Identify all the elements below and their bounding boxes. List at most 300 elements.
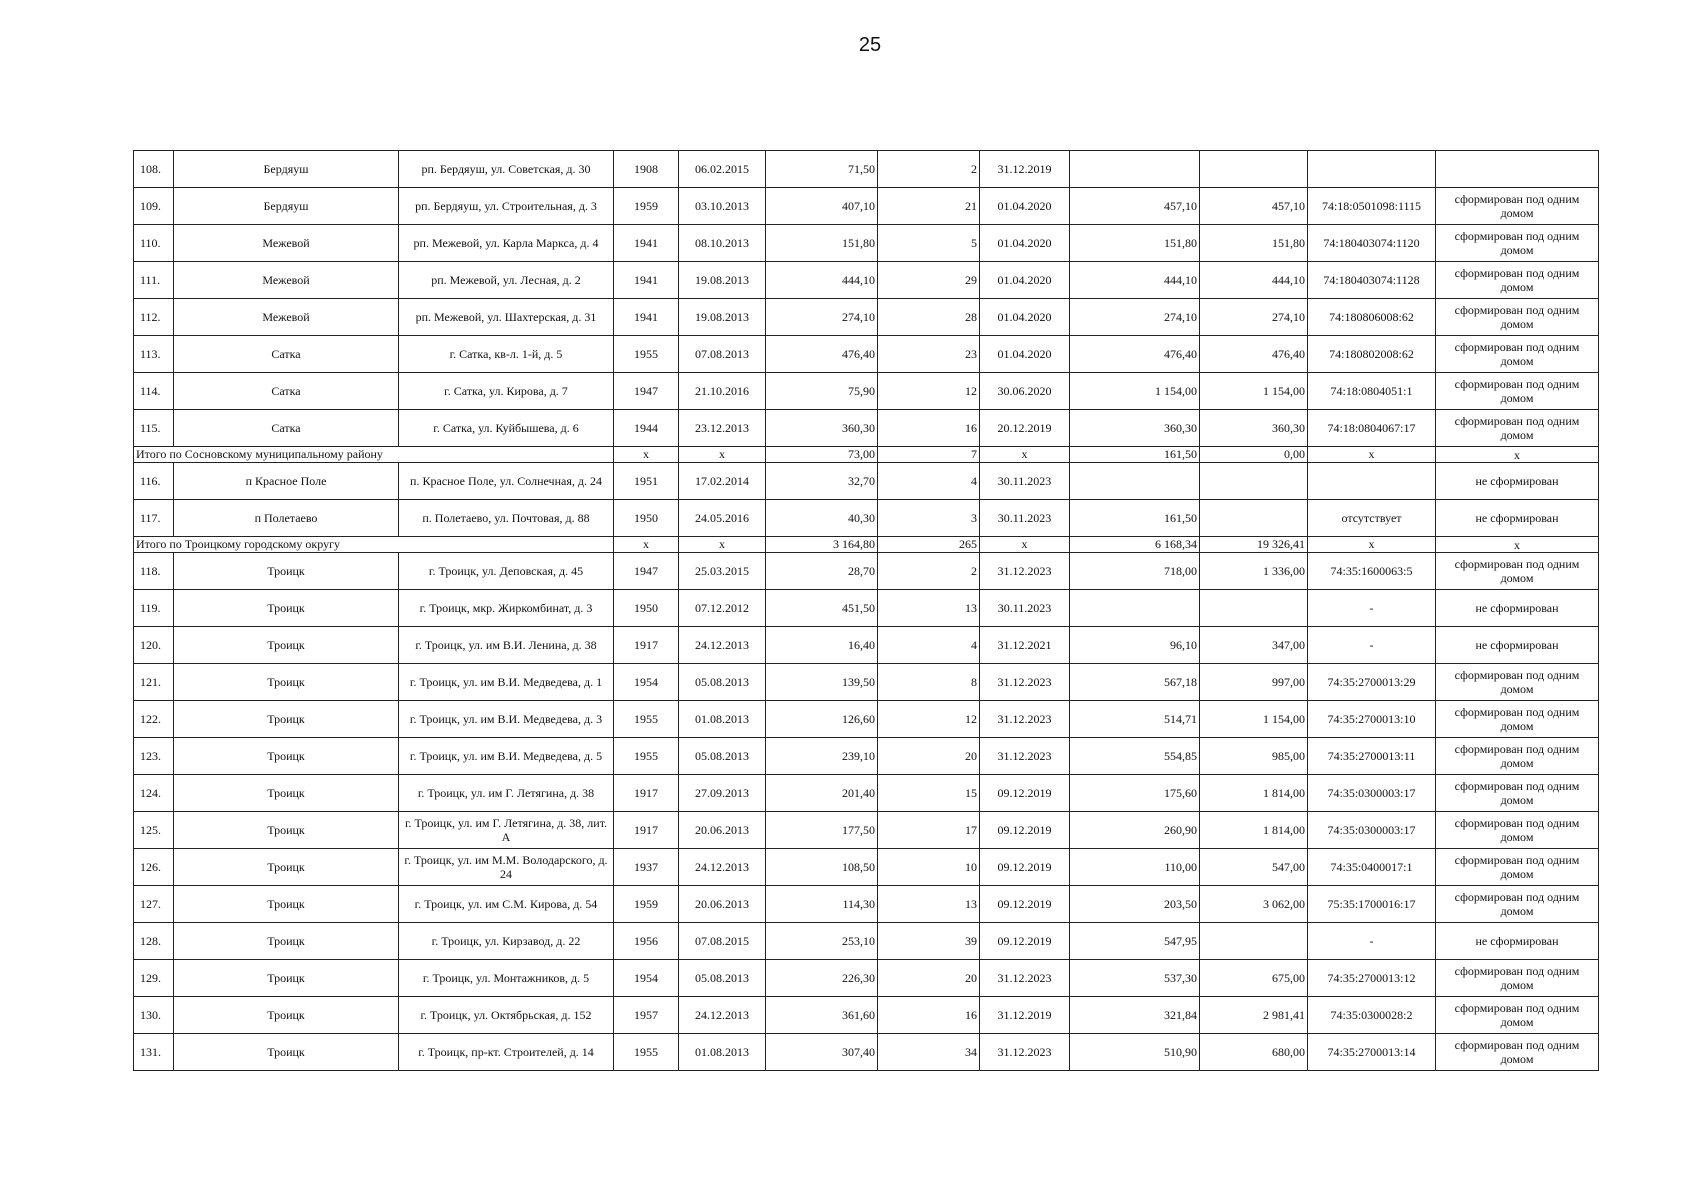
area2-cell: 203,50: [1070, 886, 1200, 923]
residents-cell: 8: [878, 664, 980, 701]
deadline-cell: 31.12.2023: [980, 664, 1070, 701]
area2-cell: 6 168,34: [1070, 537, 1200, 553]
date-cell: 07.12.2012: [679, 590, 766, 627]
deadline-cell: 31.12.2023: [980, 553, 1070, 590]
deadline-cell: 01.04.2020: [980, 188, 1070, 225]
area3-cell: 19 326,41: [1200, 537, 1308, 553]
row-number: 130.: [134, 997, 174, 1034]
settlement-cell: Межевой: [174, 299, 399, 336]
residents-cell: 15: [878, 775, 980, 812]
status-cell: не сформирован: [1436, 923, 1599, 960]
table-row: [134, 500, 1599, 537]
date-cell: 17.02.2014: [679, 463, 766, 500]
deadline-cell: 30.11.2023: [980, 590, 1070, 627]
date-cell: 01.08.2013: [679, 1034, 766, 1071]
settlement-cell: Сатка: [174, 410, 399, 447]
year-cell: 1944: [614, 410, 679, 447]
settlement-cell: Межевой: [174, 225, 399, 262]
area2-cell: 476,40: [1070, 336, 1200, 373]
row-number: 119.: [134, 590, 174, 627]
total-label: Итого по Сосновскому муниципальному району: [134, 447, 614, 463]
cadastral-cell: [1308, 463, 1436, 500]
table-row: [134, 299, 1599, 336]
area-cell: 32,70: [766, 463, 878, 500]
area-cell: 108,50: [766, 849, 878, 886]
date-cell: 24.12.2013: [679, 627, 766, 664]
area3-cell: 1 814,00: [1200, 775, 1308, 812]
area-cell: 114,30: [766, 886, 878, 923]
date-cell: 24.12.2013: [679, 997, 766, 1034]
cadastral-cell: 74:180806008:62: [1308, 299, 1436, 336]
status-cell: x: [1436, 447, 1599, 463]
table-row: [134, 849, 1599, 886]
year-cell: 1917: [614, 627, 679, 664]
settlement-cell: Межевой: [174, 262, 399, 299]
settlement-cell: Сатка: [174, 373, 399, 410]
area-cell: 139,50: [766, 664, 878, 701]
date-cell: 24.12.2013: [679, 849, 766, 886]
table-row: [134, 701, 1599, 738]
row-number: 108.: [134, 151, 174, 188]
address-cell: г. Троицк, ул. им С.М. Кирова, д. 54: [399, 886, 614, 923]
area3-cell: 997,00: [1200, 664, 1308, 701]
table-row: [134, 262, 1599, 299]
area-cell: 239,10: [766, 738, 878, 775]
area2-cell: 457,10: [1070, 188, 1200, 225]
settlement-cell: Троицк: [174, 664, 399, 701]
total-label: Итого по Троицкому городскому округу: [134, 537, 614, 553]
page-number: 25: [858, 34, 882, 56]
address-cell: г. Троицк, ул. Деповская, д. 45: [399, 553, 614, 590]
area-cell: 451,50: [766, 590, 878, 627]
settlement-cell: Троицк: [174, 590, 399, 627]
year-cell: 1941: [614, 299, 679, 336]
address-cell: г. Троицк, пр-кт. Строителей, д. 14: [399, 1034, 614, 1071]
residents-cell: 20: [878, 960, 980, 997]
area2-cell: 718,00: [1070, 553, 1200, 590]
status-cell: сформирован под одним домом: [1436, 664, 1599, 701]
area2-cell: 567,18: [1070, 664, 1200, 701]
area-cell: 226,30: [766, 960, 878, 997]
date-cell: 06.02.2015: [679, 151, 766, 188]
address-cell: г. Троицк, ул. им В.И. Медведева, д. 3: [399, 701, 614, 738]
settlement-cell: п Красное Поле: [174, 463, 399, 500]
area3-cell: [1200, 923, 1308, 960]
row-number: 122.: [134, 701, 174, 738]
area3-cell: 444,10: [1200, 262, 1308, 299]
settlement-cell: Троицк: [174, 849, 399, 886]
address-cell: г. Сатка, ул. Куйбышева, д. 6: [399, 410, 614, 447]
area2-cell: 321,84: [1070, 997, 1200, 1034]
table-row: [134, 664, 1599, 701]
residents-cell: 12: [878, 701, 980, 738]
cadastral-cell: -: [1308, 923, 1436, 960]
area2-cell: 514,71: [1070, 701, 1200, 738]
deadline-cell: 09.12.2019: [980, 849, 1070, 886]
cadastral-cell: 74:18:0804051:1: [1308, 373, 1436, 410]
area2-cell: 175,60: [1070, 775, 1200, 812]
area3-cell: 985,00: [1200, 738, 1308, 775]
year-cell: x: [614, 537, 679, 553]
area-cell: 201,40: [766, 775, 878, 812]
area-cell: 476,40: [766, 336, 878, 373]
status-cell: сформирован под одним домом: [1436, 188, 1599, 225]
area3-cell: 1 336,00: [1200, 553, 1308, 590]
status-cell: сформирован под одним домом: [1436, 812, 1599, 849]
address-cell: г. Троицк, ул. им Г. Летягина, д. 38: [399, 775, 614, 812]
row-number: 125.: [134, 812, 174, 849]
date-cell: 27.09.2013: [679, 775, 766, 812]
status-cell: x: [1436, 537, 1599, 553]
cadastral-cell: отсутствует: [1308, 500, 1436, 537]
deadline-cell: 31.12.2023: [980, 1034, 1070, 1071]
cadastral-cell: 74:180403074:1128: [1308, 262, 1436, 299]
settlement-cell: Сатка: [174, 336, 399, 373]
table-row: [134, 1034, 1599, 1071]
status-cell: сформирован под одним домом: [1436, 701, 1599, 738]
residents-cell: 29: [878, 262, 980, 299]
settlement-cell: Троицк: [174, 886, 399, 923]
residents-cell: 10: [878, 849, 980, 886]
address-cell: г. Троицк, ул. им В.И. Медведева, д. 1: [399, 664, 614, 701]
row-number: 118.: [134, 553, 174, 590]
address-cell: г. Троицк, ул. им Г. Летягина, д. 38, лит. А: [399, 812, 614, 849]
area2-cell: 96,10: [1070, 627, 1200, 664]
status-cell: сформирован под одним домом: [1436, 1034, 1599, 1071]
deadline-cell: 31.12.2021: [980, 627, 1070, 664]
table-row: [134, 886, 1599, 923]
residents-cell: 34: [878, 1034, 980, 1071]
settlement-cell: Троицк: [174, 1034, 399, 1071]
year-cell: 1951: [614, 463, 679, 500]
status-cell: не сформирован: [1436, 590, 1599, 627]
year-cell: 1941: [614, 225, 679, 262]
cadastral-cell: 74:180802008:62: [1308, 336, 1436, 373]
settlement-cell: п Полетаево: [174, 500, 399, 537]
status-cell: сформирован под одним домом: [1436, 299, 1599, 336]
area3-cell: 457,10: [1200, 188, 1308, 225]
date-cell: 01.08.2013: [679, 701, 766, 738]
settlement-cell: Троицк: [174, 553, 399, 590]
area-cell: 407,10: [766, 188, 878, 225]
table-row: [134, 336, 1599, 373]
year-cell: 1937: [614, 849, 679, 886]
area3-cell: 1 154,00: [1200, 373, 1308, 410]
settlement-cell: Бердяуш: [174, 151, 399, 188]
residents-cell: 7: [878, 447, 980, 463]
cadastral-cell: 74:35:2700013:14: [1308, 1034, 1436, 1071]
date-cell: 23.12.2013: [679, 410, 766, 447]
area-cell: 151,80: [766, 225, 878, 262]
status-cell: не сформирован: [1436, 463, 1599, 500]
area2-cell: 510,90: [1070, 1034, 1200, 1071]
area2-cell: 547,95: [1070, 923, 1200, 960]
area2-cell: 1 154,00: [1070, 373, 1200, 410]
settlement-cell: Троицк: [174, 960, 399, 997]
row-number: 114.: [134, 373, 174, 410]
table-row: [134, 960, 1599, 997]
deadline-cell: 30.11.2023: [980, 463, 1070, 500]
deadline-cell: 09.12.2019: [980, 923, 1070, 960]
address-cell: рп. Межевой, ул. Лесная, д. 2: [399, 262, 614, 299]
residents-cell: 39: [878, 923, 980, 960]
residents-cell: 28: [878, 299, 980, 336]
status-cell: [1436, 151, 1599, 188]
residents-cell: 20: [878, 738, 980, 775]
row-number: 124.: [134, 775, 174, 812]
residents-cell: 2: [878, 553, 980, 590]
deadline-cell: 31.12.2023: [980, 738, 1070, 775]
settlement-cell: Троицк: [174, 701, 399, 738]
area-cell: 126,60: [766, 701, 878, 738]
area3-cell: [1200, 151, 1308, 188]
year-cell: 1955: [614, 738, 679, 775]
deadline-cell: 09.12.2019: [980, 812, 1070, 849]
table-row: [134, 738, 1599, 775]
address-cell: г. Троицк, ул. им В.И. Медведева, д. 5: [399, 738, 614, 775]
cadastral-cell: -: [1308, 627, 1436, 664]
deadline-cell: x: [980, 447, 1070, 463]
housing-table: [133, 150, 1599, 1071]
deadline-cell: 30.11.2023: [980, 500, 1070, 537]
area-cell: 361,60: [766, 997, 878, 1034]
status-cell: сформирован под одним домом: [1436, 225, 1599, 262]
table-row: [134, 923, 1599, 960]
table-row: [134, 225, 1599, 262]
date-cell: 05.08.2013: [679, 664, 766, 701]
deadline-cell: 09.12.2019: [980, 775, 1070, 812]
cadastral-cell: 74:35:1600063:5: [1308, 553, 1436, 590]
row-number: 111.: [134, 262, 174, 299]
residents-cell: 13: [878, 590, 980, 627]
area-cell: 253,10: [766, 923, 878, 960]
settlement-cell: Троицк: [174, 775, 399, 812]
status-cell: сформирован под одним домом: [1436, 373, 1599, 410]
year-cell: 1957: [614, 997, 679, 1034]
cadastral-cell: 74:35:0300003:17: [1308, 775, 1436, 812]
deadline-cell: x: [980, 537, 1070, 553]
year-cell: 1955: [614, 1034, 679, 1071]
settlement-cell: Троицк: [174, 997, 399, 1034]
date-cell: 08.10.2013: [679, 225, 766, 262]
residents-cell: 21: [878, 188, 980, 225]
year-cell: 1956: [614, 923, 679, 960]
status-cell: сформирован под одним домом: [1436, 886, 1599, 923]
address-cell: г. Троицк, ул. Октябрьская, д. 152: [399, 997, 614, 1034]
area-cell: 177,50: [766, 812, 878, 849]
status-cell: сформирован под одним домом: [1436, 997, 1599, 1034]
address-cell: г. Троицк, ул. Монтажников, д. 5: [399, 960, 614, 997]
address-cell: рп. Бердяуш, ул. Советская, д. 30: [399, 151, 614, 188]
residents-cell: 4: [878, 463, 980, 500]
deadline-cell: 01.04.2020: [980, 225, 1070, 262]
cadastral-cell: x: [1308, 537, 1436, 553]
cadastral-cell: [1308, 151, 1436, 188]
deadline-cell: 31.12.2023: [980, 701, 1070, 738]
row-number: 112.: [134, 299, 174, 336]
table-row: [134, 151, 1599, 188]
address-cell: рп. Межевой, ул. Карла Маркса, д. 4: [399, 225, 614, 262]
settlement-cell: Троицк: [174, 627, 399, 664]
table-row: [134, 812, 1599, 849]
date-cell: 07.08.2013: [679, 336, 766, 373]
area-cell: 307,40: [766, 1034, 878, 1071]
date-cell: 07.08.2015: [679, 923, 766, 960]
status-cell: сформирован под одним домом: [1436, 262, 1599, 299]
deadline-cell: 31.12.2019: [980, 997, 1070, 1034]
date-cell: 19.08.2013: [679, 299, 766, 336]
area3-cell: [1200, 500, 1308, 537]
residents-cell: 16: [878, 997, 980, 1034]
area3-cell: 1 154,00: [1200, 701, 1308, 738]
address-cell: рп. Бердяуш, ул. Строительная, д. 3: [399, 188, 614, 225]
cadastral-cell: 74:35:2700013:11: [1308, 738, 1436, 775]
deadline-cell: 01.04.2020: [980, 262, 1070, 299]
residents-cell: 265: [878, 537, 980, 553]
area-cell: 3 164,80: [766, 537, 878, 553]
date-cell: 20.06.2013: [679, 812, 766, 849]
row-number: 115.: [134, 410, 174, 447]
address-cell: г. Троицк, мкр. Жиркомбинат, д. 3: [399, 590, 614, 627]
date-cell: 20.06.2013: [679, 886, 766, 923]
residents-cell: 23: [878, 336, 980, 373]
area3-cell: 675,00: [1200, 960, 1308, 997]
table-row: [134, 553, 1599, 590]
address-cell: п. Красное Поле, ул. Солнечная, д. 24: [399, 463, 614, 500]
area2-cell: [1070, 463, 1200, 500]
date-cell: 19.08.2013: [679, 262, 766, 299]
year-cell: 1950: [614, 500, 679, 537]
cadastral-cell: 74:35:2700013:12: [1308, 960, 1436, 997]
address-cell: г. Троицк, ул. им М.М. Володарского, д. 24: [399, 849, 614, 886]
area2-cell: 110,00: [1070, 849, 1200, 886]
year-cell: 1959: [614, 886, 679, 923]
area3-cell: 360,30: [1200, 410, 1308, 447]
date-cell: 05.08.2013: [679, 738, 766, 775]
row-number: 117.: [134, 500, 174, 537]
deadline-cell: 31.12.2023: [980, 960, 1070, 997]
address-cell: г. Троицк, ул. Кирзавод, д. 22: [399, 923, 614, 960]
residents-cell: 16: [878, 410, 980, 447]
row-number: 128.: [134, 923, 174, 960]
area-cell: 444,10: [766, 262, 878, 299]
cadastral-cell: 74:180403074:1120: [1308, 225, 1436, 262]
row-number: 123.: [134, 738, 174, 775]
year-cell: 1959: [614, 188, 679, 225]
deadline-cell: 01.04.2020: [980, 299, 1070, 336]
area-cell: 28,70: [766, 553, 878, 590]
row-number: 129.: [134, 960, 174, 997]
year-cell: 1947: [614, 553, 679, 590]
status-cell: сформирован под одним домом: [1436, 553, 1599, 590]
area3-cell: [1200, 463, 1308, 500]
settlement-cell: Бердяуш: [174, 188, 399, 225]
row-number: 116.: [134, 463, 174, 500]
area2-cell: 151,80: [1070, 225, 1200, 262]
table-row: [134, 775, 1599, 812]
settlement-cell: Троицк: [174, 738, 399, 775]
residents-cell: 2: [878, 151, 980, 188]
table-row: [134, 463, 1599, 500]
area-cell: 40,30: [766, 500, 878, 537]
cadastral-cell: 74:18:0804067:17: [1308, 410, 1436, 447]
row-number: 120.: [134, 627, 174, 664]
year-cell: 1955: [614, 701, 679, 738]
table-row: [134, 997, 1599, 1034]
year-cell: 1954: [614, 664, 679, 701]
deadline-cell: 09.12.2019: [980, 886, 1070, 923]
year-cell: 1950: [614, 590, 679, 627]
status-cell: сформирован под одним домом: [1436, 960, 1599, 997]
cadastral-cell: 75:35:1700016:17: [1308, 886, 1436, 923]
date-cell: x: [679, 447, 766, 463]
row-number: 110.: [134, 225, 174, 262]
year-cell: 1917: [614, 775, 679, 812]
area3-cell: 3 062,00: [1200, 886, 1308, 923]
area3-cell: 347,00: [1200, 627, 1308, 664]
row-number: 127.: [134, 886, 174, 923]
cadastral-cell: 74:18:0501098:1115: [1308, 188, 1436, 225]
area3-cell: 547,00: [1200, 849, 1308, 886]
area3-cell: 2 981,41: [1200, 997, 1308, 1034]
status-cell: не сформирован: [1436, 500, 1599, 537]
settlement-cell: Троицк: [174, 812, 399, 849]
deadline-cell: 20.12.2019: [980, 410, 1070, 447]
area3-cell: 476,40: [1200, 336, 1308, 373]
total-row: [134, 537, 1599, 553]
residents-cell: 5: [878, 225, 980, 262]
year-cell: 1954: [614, 960, 679, 997]
area3-cell: 1 814,00: [1200, 812, 1308, 849]
area3-cell: 680,00: [1200, 1034, 1308, 1071]
area2-cell: 537,30: [1070, 960, 1200, 997]
area-cell: 73,00: [766, 447, 878, 463]
address-cell: г. Троицк, ул. им В.И. Ленина, д. 38: [399, 627, 614, 664]
table-row: [134, 410, 1599, 447]
area2-cell: [1070, 151, 1200, 188]
cadastral-cell: x: [1308, 447, 1436, 463]
date-cell: 21.10.2016: [679, 373, 766, 410]
residents-cell: 4: [878, 627, 980, 664]
year-cell: 1917: [614, 812, 679, 849]
area2-cell: 161,50: [1070, 500, 1200, 537]
cadastral-cell: 74:35:2700013:10: [1308, 701, 1436, 738]
area-cell: 75,90: [766, 373, 878, 410]
status-cell: не сформирован: [1436, 627, 1599, 664]
table-row: [134, 627, 1599, 664]
table-row: [134, 590, 1599, 627]
area2-cell: [1070, 590, 1200, 627]
row-number: 126.: [134, 849, 174, 886]
deadline-cell: 30.06.2020: [980, 373, 1070, 410]
settlement-cell: Троицк: [174, 923, 399, 960]
address-cell: г. Сатка, кв-л. 1-й, д. 5: [399, 336, 614, 373]
area2-cell: 260,90: [1070, 812, 1200, 849]
table-body: [134, 151, 1599, 1071]
year-cell: 1955: [614, 336, 679, 373]
status-cell: сформирован под одним домом: [1436, 336, 1599, 373]
date-cell: 05.08.2013: [679, 960, 766, 997]
area-cell: 360,30: [766, 410, 878, 447]
row-number: 121.: [134, 664, 174, 701]
table-row: [134, 188, 1599, 225]
area-cell: 274,10: [766, 299, 878, 336]
area2-cell: 554,85: [1070, 738, 1200, 775]
status-cell: сформирован под одним домом: [1436, 849, 1599, 886]
status-cell: сформирован под одним домом: [1436, 410, 1599, 447]
area2-cell: 161,50: [1070, 447, 1200, 463]
cadastral-cell: 74:35:0300028:2: [1308, 997, 1436, 1034]
